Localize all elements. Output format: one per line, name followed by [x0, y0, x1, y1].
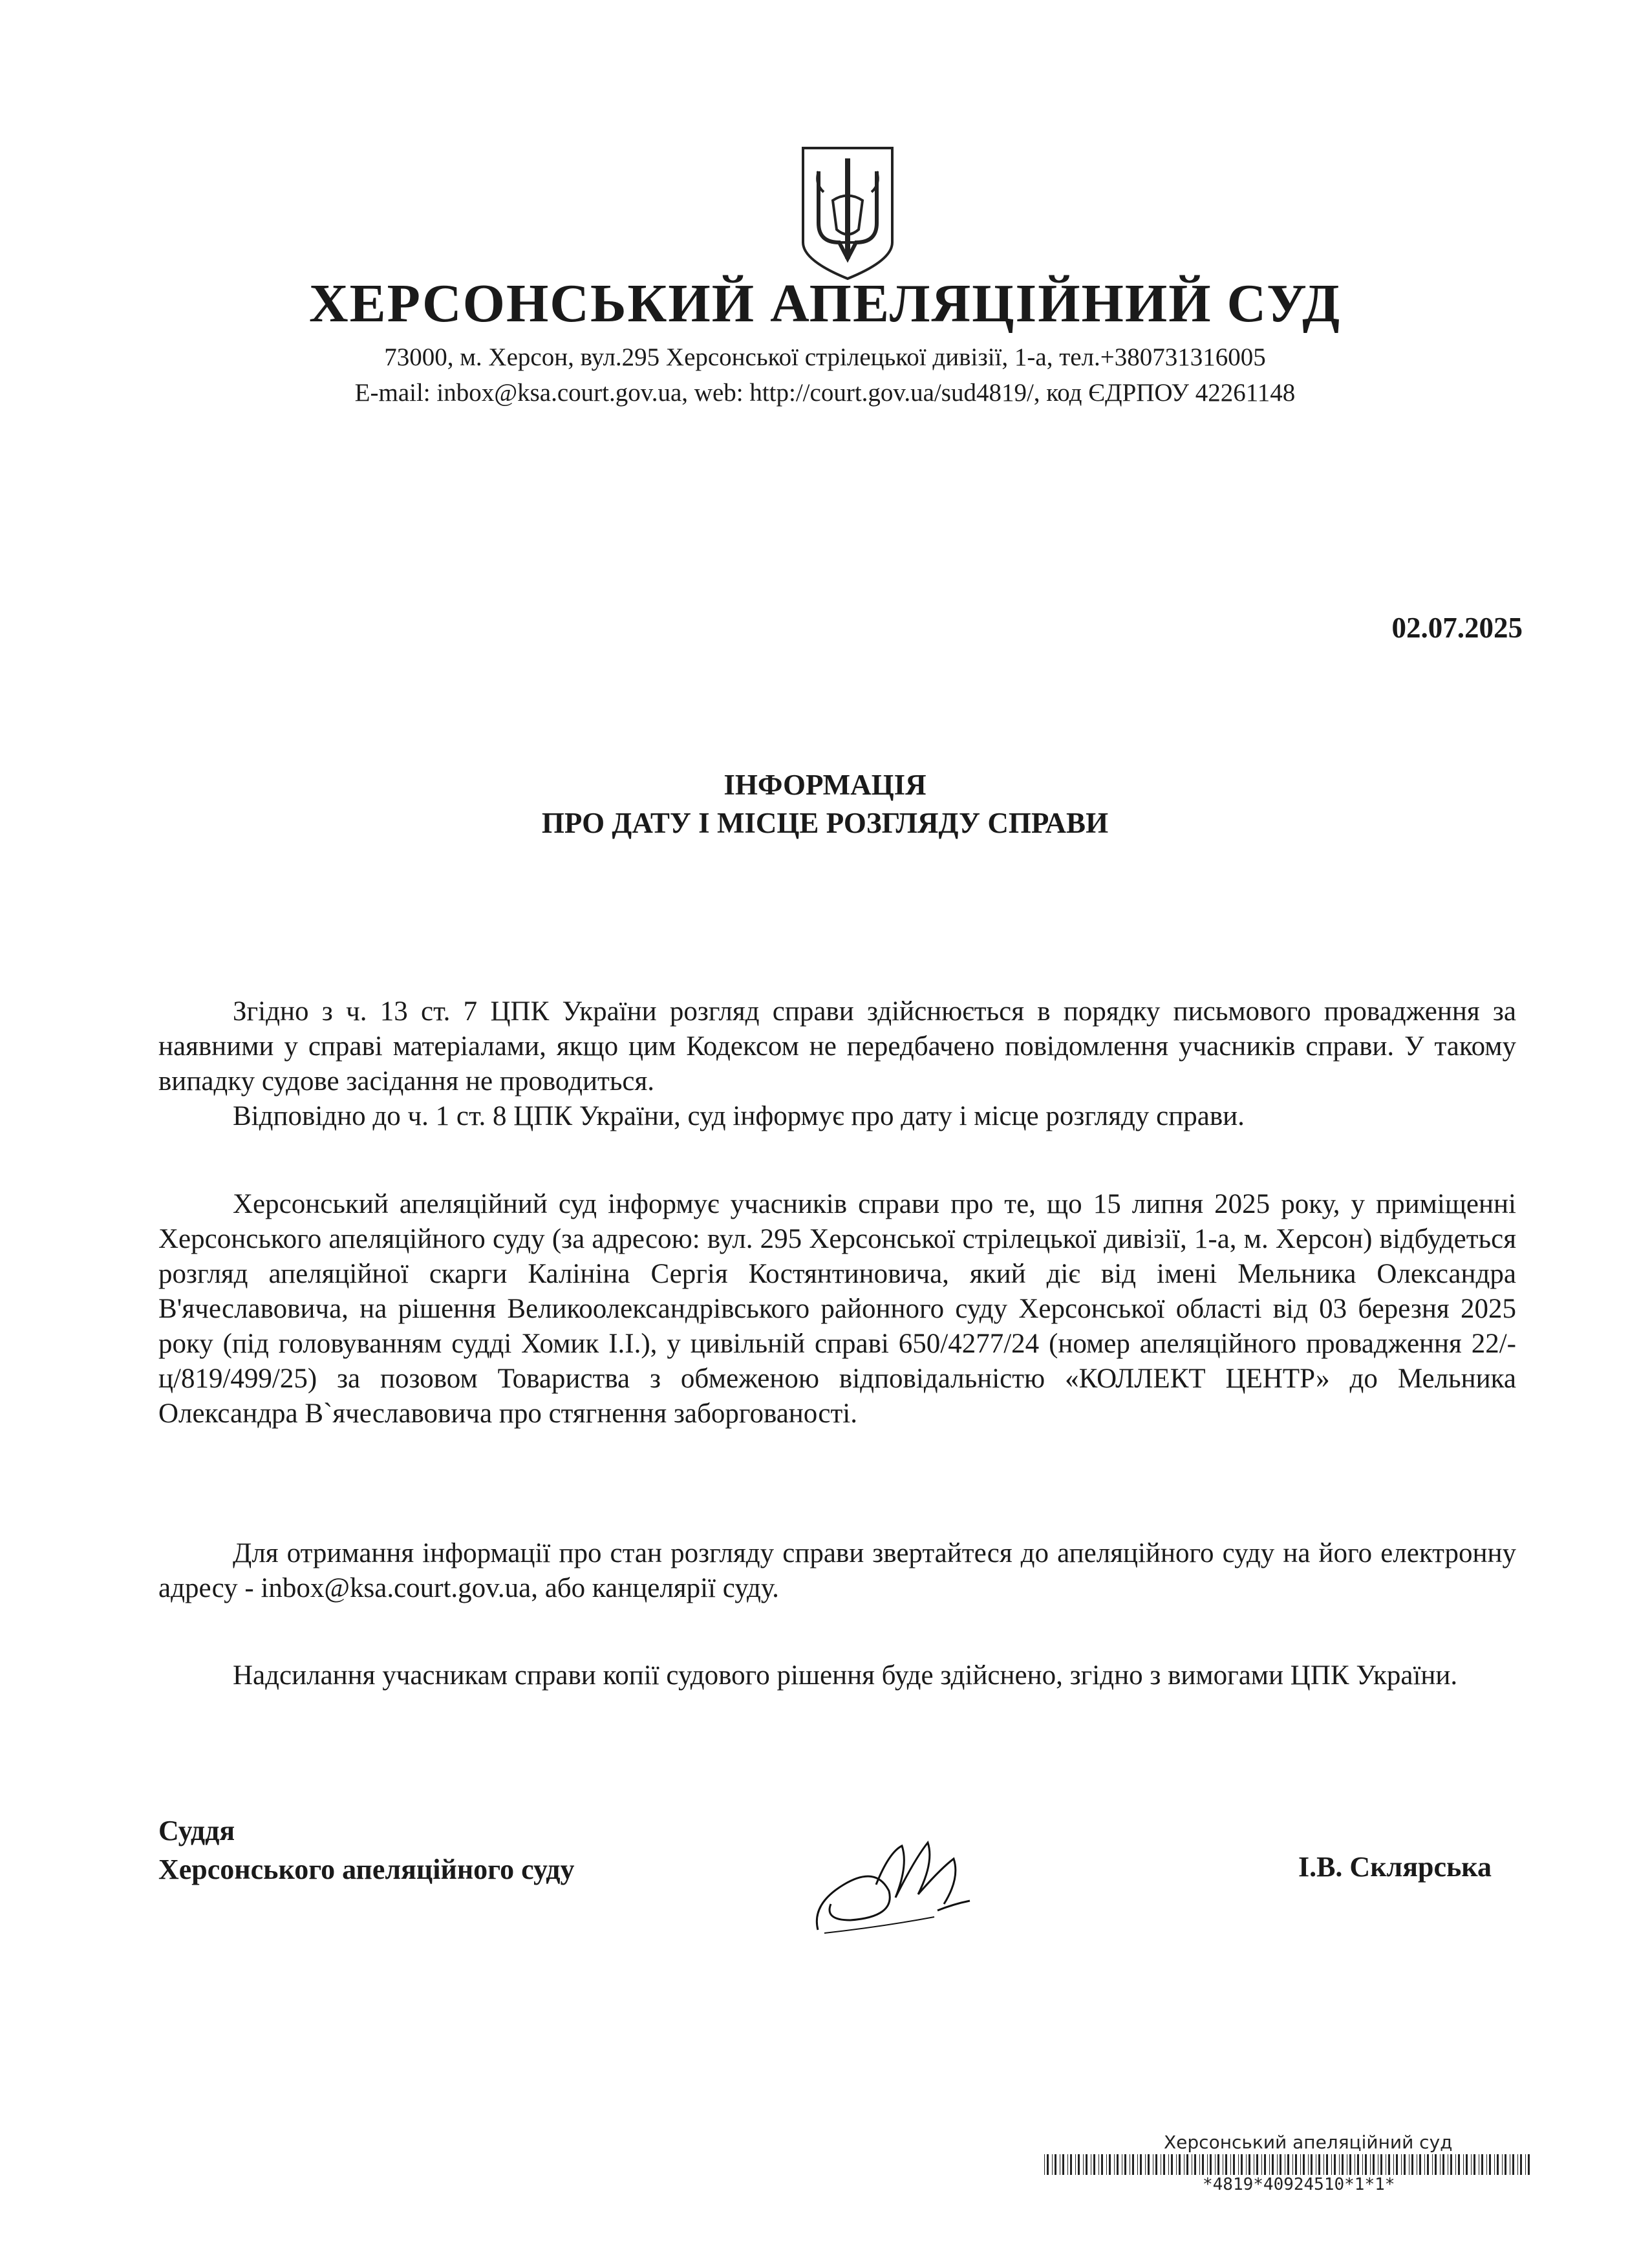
court-address: 73000, м. Херсон, вул.295 Херсонської стрілецької дивізії, 1-а, тел.+380731316005 [384, 343, 1266, 371]
paragraph-legal-basis: Згідно з ч. 13 ст. 7 ЦПК України розгляд справи здійснюється в порядку письмового провадження за наявними у справі матеріалами, якщо цим Кодексом не передбачено повідомлення учасників справи. У такому випадку судове засідання не проводиться. [158, 996, 1516, 1097]
barcode-number: *4819*40924510*1*1* [1203, 2175, 1395, 2194]
paragraph-contact-info: Для отримання інформації про стан розгляду справи звертайтеся до апеляційного суду на його електронну адресу - inbox@ksa.court.gov.ua, або канцелярії суду. [158, 1538, 1516, 1603]
paragraph-decision-copy: Надсилання учасникам справи копії судового рішення буде здійснено, згідно з вимогами ЦПК України. [233, 1660, 1458, 1691]
court-name: ХЕРСОНСЬКИЙ АПЕЛЯЦІЙНИЙ СУД [308, 273, 1342, 334]
trident-coat-of-arms-icon [800, 145, 895, 281]
signer-name: І.В. Склярська [1298, 1851, 1492, 1883]
paragraph-notification: Відповідно до ч. 1 ст. 8 ЦПК України, суд інформує про дату і місце розгляду справи. [233, 1101, 1245, 1131]
document-subtitle: ПРО ДАТУ І МІСЦЕ РОЗГЛЯДУ СПРАВИ [541, 807, 1109, 839]
signer-position: Суддя [158, 1815, 235, 1846]
handwritten-signature [805, 1807, 986, 1956]
court-contacts: E-mail: inbox@ksa.court.gov.ua, web: http://court.gov.ua/sud4819/, код ЄДРПОУ 42261148 [354, 379, 1296, 407]
document-title: ІНФОРМАЦІЯ [723, 769, 927, 801]
document-barcode [1044, 2154, 1536, 2175]
paragraph-hearing-details: Херсонський апеляційний суд інформує учасників справи про те, що 15 липня 2025 року, у приміщенні Херсонського апеляційного суду (за адресою: вул. 295 Херсонської стрілецької дивізії, 1-а, м. Херсон) відбудеться розгляд апеляційної скарги Калініна Сергія Костянтиновича, який діє від імені Мельника Олександра В'ячеславовича, на рішення Великоолександрівського районного суду Херсонської області від 03 березня 2025 року (під головуванням судді Хомик І.І.), у цивільній справі 650/4277/24 (номер апеляційного провадження 22/-ц/819/499/25) за позовом Товариства з обмеженою відповідальністю «КОЛЛЕКТ ЦЕНТР» до Мельника Олександра В`ячеславовича про стягнення заборгованості. [158, 1189, 1516, 1429]
signer-court: Херсонського апеляційного суду [158, 1854, 575, 1885]
document-date: 02.07.2025 [1391, 612, 1523, 644]
footer-court-name: Херсонський апеляційний суд [1164, 2132, 1453, 2153]
